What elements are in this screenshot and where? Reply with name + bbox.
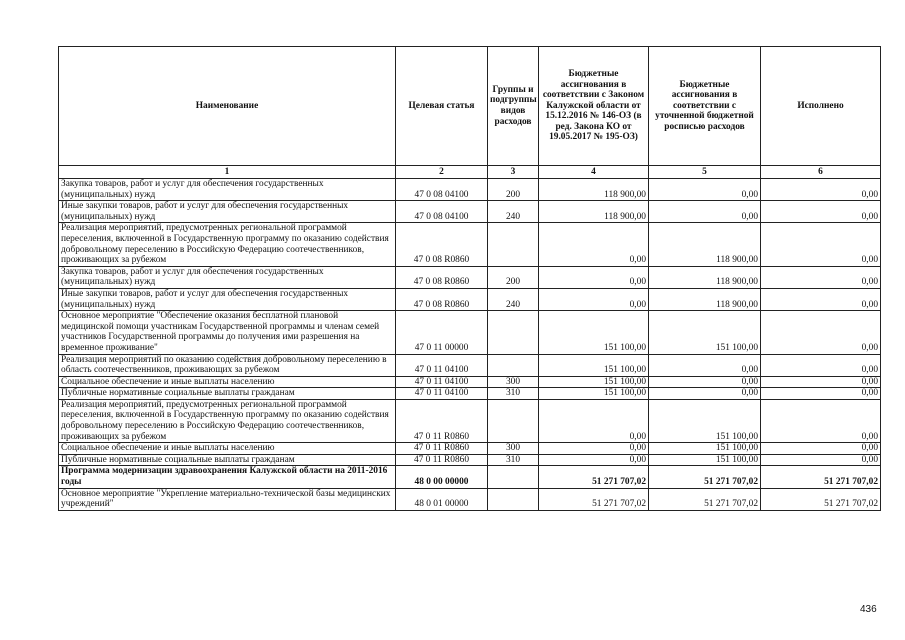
row-refined-amount: 0,00 xyxy=(649,179,761,201)
row-name: Закупка товаров, работ и услуг для обеспечения государственных (муниципальных) нужд xyxy=(59,266,396,288)
row-group-code xyxy=(488,488,539,510)
row-group-code xyxy=(488,399,539,442)
table-row xyxy=(59,488,881,510)
row-executed-amount: 0,00 xyxy=(761,311,881,354)
row-executed-amount: 0,00 xyxy=(761,376,881,388)
table-row xyxy=(59,454,881,466)
header-law: Бюджетные ассигнования в соответствии с Законом Калужской области от 15.12.2016 № 146-ОЗ (в ред. Закона КО от 19.05.2017 № 195-ОЗ) xyxy=(539,47,649,166)
column-number: 5 xyxy=(649,166,761,179)
row-law-amount: 0,00 xyxy=(539,266,649,288)
row-executed-amount: 0,00 xyxy=(761,179,881,201)
row-executed-amount: 0,00 xyxy=(761,223,881,266)
row-name: Основное мероприятие "Укрепление материально-технической базы медицинских учреждений" xyxy=(59,488,396,510)
row-target-code: 47 0 08 04100 xyxy=(396,201,488,223)
row-target-code: 47 0 11 R0860 xyxy=(396,443,488,455)
header-name: Наименование xyxy=(59,47,396,166)
row-refined-amount: 118 900,00 xyxy=(649,288,761,310)
row-executed-amount: 0,00 xyxy=(761,443,881,455)
table-row xyxy=(59,179,881,201)
row-refined-amount: 51 271 707,02 xyxy=(649,466,761,488)
row-law-amount: 51 271 707,02 xyxy=(539,466,649,488)
row-executed-amount: 0,00 xyxy=(761,454,881,466)
row-refined-amount: 0,00 xyxy=(649,388,761,400)
table-row xyxy=(59,354,881,376)
row-name: Публичные нормативные социальные выплаты гражданам xyxy=(59,454,396,466)
row-executed-amount: 51 271 707,02 xyxy=(761,466,881,488)
row-law-amount: 0,00 xyxy=(539,454,649,466)
row-name: Социальное обеспечение и иные выплаты населению xyxy=(59,376,396,388)
row-refined-amount: 118 900,00 xyxy=(649,266,761,288)
row-target-code: 47 0 08 04100 xyxy=(396,179,488,201)
row-law-amount: 151 100,00 xyxy=(539,354,649,376)
row-name: Иные закупки товаров, работ и услуг для обеспечения государственных (муниципальных) нужд xyxy=(59,201,396,223)
column-number: 3 xyxy=(488,166,539,179)
row-target-code: 47 0 11 04100 xyxy=(396,388,488,400)
table-row xyxy=(59,223,881,266)
row-executed-amount: 51 271 707,02 xyxy=(761,488,881,510)
row-target-code: 47 0 11 00000 xyxy=(396,311,488,354)
header-group: Группы и подгруппы видов расходов xyxy=(488,47,539,166)
row-name: Реализация мероприятий, предусмотренных региональной программой переселения, включенной в Государственную программу по оказанию содействия добровольному переселению в Российскую Федерацию соотечественников, проживающих за рубежом xyxy=(59,399,396,442)
row-group-code: 300 xyxy=(488,443,539,455)
row-group-code xyxy=(488,223,539,266)
table-row xyxy=(59,201,881,223)
row-refined-amount: 118 900,00 xyxy=(649,223,761,266)
header-refined: Бюджетные ассигнования в соответствии с уточненной бюджетной росписью расходов xyxy=(649,47,761,166)
column-number: 6 xyxy=(761,166,881,179)
row-refined-amount: 151 100,00 xyxy=(649,311,761,354)
table-header-row xyxy=(59,47,881,166)
row-name: Социальное обеспечение и иные выплаты населению xyxy=(59,443,396,455)
row-target-code: 47 0 11 R0860 xyxy=(396,454,488,466)
row-refined-amount: 51 271 707,02 xyxy=(649,488,761,510)
row-law-amount: 151 100,00 xyxy=(539,311,649,354)
row-group-code: 300 xyxy=(488,376,539,388)
row-target-code: 47 0 11 04100 xyxy=(396,354,488,376)
row-group-code: 240 xyxy=(488,201,539,223)
row-law-amount: 0,00 xyxy=(539,223,649,266)
row-target-code: 48 0 00 00000 xyxy=(396,466,488,488)
row-refined-amount: 0,00 xyxy=(649,376,761,388)
row-executed-amount: 0,00 xyxy=(761,201,881,223)
row-refined-amount: 151 100,00 xyxy=(649,399,761,442)
row-executed-amount: 0,00 xyxy=(761,399,881,442)
row-refined-amount: 0,00 xyxy=(649,201,761,223)
header-executed: Исполнено xyxy=(761,47,881,166)
row-group-code: 200 xyxy=(488,266,539,288)
row-executed-amount: 0,00 xyxy=(761,266,881,288)
row-law-amount: 51 271 707,02 xyxy=(539,488,649,510)
row-target-code: 47 0 08 R0860 xyxy=(396,288,488,310)
table-row xyxy=(59,288,881,310)
table-row xyxy=(59,266,881,288)
row-name: Реализация мероприятий по оказанию содействия добровольному переселению в область соотечественников, проживающих за рубежом xyxy=(59,354,396,376)
table-row xyxy=(59,388,881,400)
row-name: Реализация мероприятий, предусмотренных региональной программой переселения, включенной в Государственную программу по оказанию содействия добровольному переселению в Российскую Федерацию соотечественников, проживающих за рубежом xyxy=(59,223,396,266)
row-group-code xyxy=(488,354,539,376)
row-name: Закупка товаров, работ и услуг для обеспечения государственных (муниципальных) нужд xyxy=(59,179,396,201)
row-target-code: 47 0 11 R0860 xyxy=(396,399,488,442)
row-law-amount: 0,00 xyxy=(539,399,649,442)
row-target-code: 47 0 08 R0860 xyxy=(396,223,488,266)
row-name: Публичные нормативные социальные выплаты гражданам xyxy=(59,388,396,400)
row-group-code: 310 xyxy=(488,388,539,400)
row-refined-amount: 0,00 xyxy=(649,354,761,376)
row-target-code: 47 0 11 04100 xyxy=(396,376,488,388)
row-group-code: 240 xyxy=(488,288,539,310)
column-number: 1 xyxy=(59,166,396,179)
table-row xyxy=(59,399,881,442)
row-law-amount: 151 100,00 xyxy=(539,376,649,388)
header-target: Целевая статья xyxy=(396,47,488,166)
row-group-code: 200 xyxy=(488,179,539,201)
row-law-amount: 0,00 xyxy=(539,443,649,455)
row-refined-amount: 151 100,00 xyxy=(649,443,761,455)
column-number-row xyxy=(59,166,881,179)
row-group-code: 310 xyxy=(488,454,539,466)
table-row xyxy=(59,466,881,488)
row-refined-amount: 151 100,00 xyxy=(649,454,761,466)
row-law-amount: 0,00 xyxy=(539,288,649,310)
row-executed-amount: 0,00 xyxy=(761,388,881,400)
column-number: 2 xyxy=(396,166,488,179)
row-name: Иные закупки товаров, работ и услуг для обеспечения государственных (муниципальных) нужд xyxy=(59,288,396,310)
row-executed-amount: 0,00 xyxy=(761,354,881,376)
table-row xyxy=(59,311,881,354)
row-target-code: 47 0 08 R0860 xyxy=(396,266,488,288)
row-law-amount: 118 900,00 xyxy=(539,179,649,201)
row-target-code: 48 0 01 00000 xyxy=(396,488,488,510)
column-number: 4 xyxy=(539,166,649,179)
table-row xyxy=(59,376,881,388)
page-number: 436 xyxy=(860,604,877,615)
row-group-code xyxy=(488,311,539,354)
row-law-amount: 118 900,00 xyxy=(539,201,649,223)
budget-table xyxy=(58,46,881,511)
row-group-code xyxy=(488,466,539,488)
row-name: Программа модернизации здравоохранения Калужской области на 2011-2016 годы xyxy=(59,466,396,488)
row-name: Основное мероприятие "Обеспечение оказания бесплатной плановой медицинской помощи участникам Государственной программы и членам семей участников Государственной программы до получения ими разрешения на временное проживание" xyxy=(59,311,396,354)
table-row xyxy=(59,443,881,455)
row-executed-amount: 0,00 xyxy=(761,288,881,310)
row-law-amount: 151 100,00 xyxy=(539,388,649,400)
